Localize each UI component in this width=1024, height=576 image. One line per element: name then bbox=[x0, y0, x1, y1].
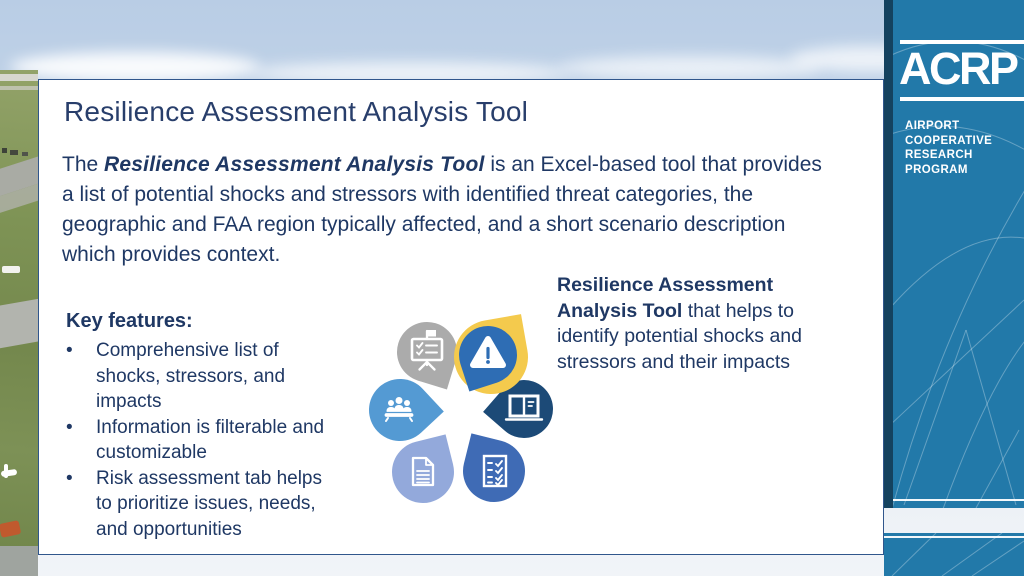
acrp-panel-lower bbox=[884, 533, 1024, 576]
program-line: RESEARCH bbox=[905, 149, 973, 161]
program-line: AIRPORT bbox=[905, 120, 960, 132]
open-book-icon bbox=[506, 396, 542, 420]
airfield-photo-strip bbox=[0, 70, 38, 576]
body-rest: is an Excel-based tool that provides a list of potential shocks and stressors with identified threat categories, the geographic and FAA region typically affected, and a short scenario description which provides context. bbox=[62, 153, 822, 266]
runway-stripe bbox=[0, 74, 38, 81]
runway-marking bbox=[2, 266, 20, 273]
resilience-flower-diagram bbox=[340, 295, 580, 525]
petal-document bbox=[385, 434, 460, 509]
photo-detail bbox=[10, 150, 18, 155]
body-paragraph bbox=[62, 150, 830, 270]
program-line: COOPERATIVE bbox=[905, 134, 993, 147]
page-title: Resilience Assessment Analysis Tool bbox=[64, 96, 529, 127]
list-item-text: Information is filterable and customizable bbox=[96, 416, 325, 463]
panel-top-rule bbox=[884, 536, 1024, 538]
bullet-glyph: • bbox=[66, 340, 73, 361]
body-prefix: The bbox=[62, 153, 105, 176]
acrp-panel bbox=[884, 0, 1024, 508]
key-features-heading: Key features: bbox=[66, 310, 193, 332]
bullet-glyph: • bbox=[66, 467, 73, 489]
callout-text bbox=[557, 273, 819, 375]
key-features-list bbox=[66, 338, 356, 542]
apron-pavement bbox=[0, 297, 38, 349]
list-item bbox=[66, 338, 356, 415]
petal-checklist bbox=[456, 433, 531, 508]
photo-detail bbox=[22, 152, 28, 156]
body-emphasis: Resilience Assessment Analysis Tool bbox=[104, 153, 485, 176]
acrp-wordmark: ACRP bbox=[899, 43, 1017, 94]
panel-edge-stripe bbox=[884, 0, 893, 508]
runway-stripe bbox=[0, 86, 38, 90]
logo-rule-bottom bbox=[900, 97, 1024, 101]
callout-rest: that helps to identify potential shocks and stressors and their impacts bbox=[557, 299, 802, 373]
list-item-text: Comprehensive list of shocks, stressors, and impacts bbox=[96, 340, 286, 412]
list-item bbox=[66, 415, 356, 466]
panel-bottom-rule bbox=[893, 499, 1024, 501]
cloud bbox=[10, 52, 260, 82]
program-line: PROGRAM bbox=[905, 163, 968, 176]
small-airplane-wing bbox=[4, 464, 8, 478]
flightpath-arcs bbox=[884, 533, 1024, 576]
acrp-program-name bbox=[905, 119, 992, 177]
photo-detail bbox=[2, 148, 7, 153]
cloud bbox=[560, 56, 820, 80]
bullet-glyph: • bbox=[66, 416, 73, 438]
red-aircraft bbox=[0, 520, 21, 538]
pavement bbox=[0, 546, 38, 576]
callout-emphasis: Resilience Assessment Analysis Tool bbox=[557, 274, 774, 322]
list-item-text: Risk assessment tab helps to prioritize issues, needs, and opportunities bbox=[96, 467, 322, 540]
key-features-section bbox=[66, 308, 356, 542]
list-item bbox=[66, 466, 356, 543]
